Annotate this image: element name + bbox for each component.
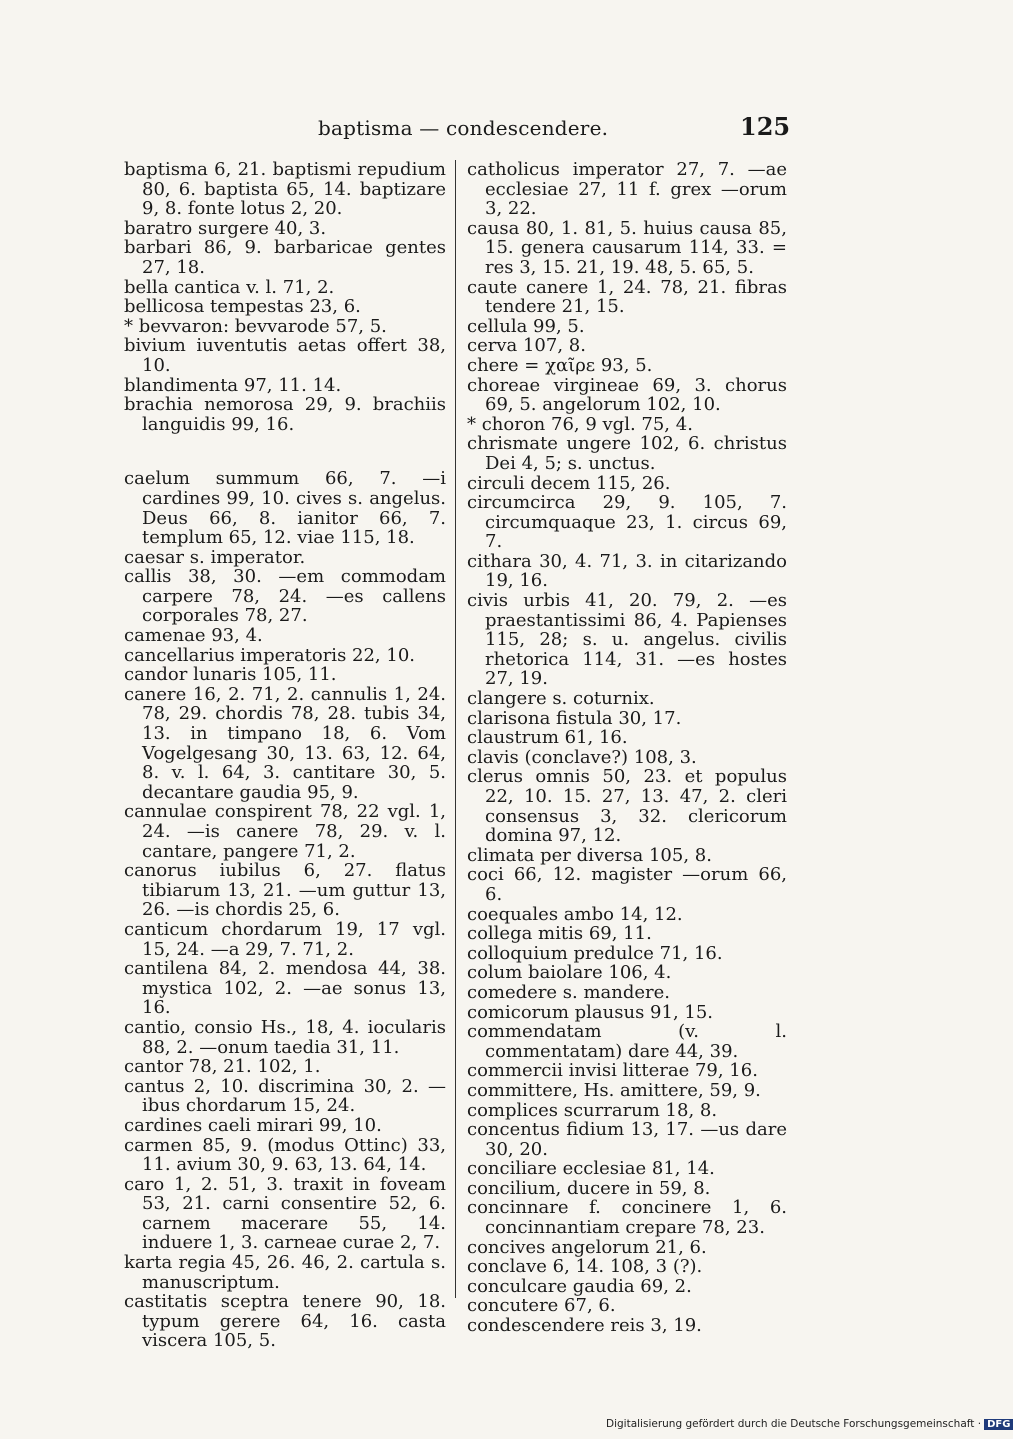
index-entry: cancellarius imperatoris 22, 10. bbox=[124, 644, 415, 666]
index-entry: cantio, consio Hs., 18, 4. iocularis 88, 2. —onum taedia 31, 11. bbox=[124, 1016, 446, 1058]
index-entry: clerus omnis 50, 23. et populus 22, 10. 15. 27, 13. 47, 2. cleri consensus 3, 32. clericorum domina 97, 12. bbox=[467, 766, 787, 847]
index-entry: conculcare gaudia 69, 2. bbox=[467, 1275, 692, 1297]
index-entry: clarisona fistula 30, 17. bbox=[467, 707, 682, 729]
index-entry: bivium iuventutis aetas offert 38, 10. bbox=[124, 335, 446, 376]
index-entry: cantor 78, 21. 102, 1. bbox=[124, 1056, 321, 1078]
index-entry: chere = χαῖρε 93, 5. bbox=[467, 354, 653, 376]
index-entry: comicorum plausus 91, 15. bbox=[467, 1001, 714, 1023]
index-entry: cantus 2, 10. discrimina 30, 2. —ibus chordarum 15, 24. bbox=[124, 1075, 446, 1117]
section-gap bbox=[124, 434, 446, 469]
index-entry: * bevvaron: bevvarode 57, 5. bbox=[124, 315, 387, 337]
index-entry: barbari 86, 9. barbaricae gentes 27, 18. bbox=[124, 237, 446, 278]
left-column bbox=[124, 160, 446, 1351]
index-entry: coci 66, 12. magister —orum 66, 6. bbox=[467, 864, 787, 905]
right-column bbox=[467, 160, 787, 1336]
index-entry: causa 80, 1. 81, 5. huius causa 85, 15. genera causarum 114, 33. = res 3, 15. 21, 19. 48, 5. 65, 5. bbox=[467, 217, 787, 278]
entries-b bbox=[124, 160, 446, 434]
index-entry: climata per diversa 105, 8. bbox=[467, 844, 712, 866]
index-entry: commercii invisi litterae 79, 16. bbox=[467, 1060, 758, 1082]
dfg-logo: DFG bbox=[984, 1419, 1013, 1430]
index-entry: caute canere 1, 24. 78, 21. fibras tendere 21, 15. bbox=[467, 276, 787, 318]
index-entry: blandimenta 97, 11. 14. bbox=[124, 374, 342, 396]
index-entry: caesar s. imperator. bbox=[124, 546, 306, 568]
funding-footer bbox=[606, 1418, 1013, 1430]
column-divider bbox=[455, 160, 456, 1298]
index-entry: canticum chordarum 19, 17 vgl. 15, 24. —a 29, 7. 71, 2. bbox=[124, 918, 446, 960]
index-entry: cannulae conspirent 78, 22 vgl. 1, 24. —is canere 78, 29. v. l. cantare, pangere 71, 2. bbox=[124, 801, 446, 862]
index-entry: coequales ambo 14, 12. bbox=[467, 903, 683, 925]
index-entry: concinnare f. concinere 1, 6. concinnantiam crepare 78, 23. bbox=[467, 1197, 787, 1239]
index-entry: cardines caeli mirari 99, 10. bbox=[124, 1114, 382, 1136]
funding-text: Digitalisierung gefördert durch die Deutsche Forschungsgemeinschaft · bbox=[606, 1418, 982, 1430]
index-entry: clangere s. coturnix. bbox=[467, 688, 655, 710]
index-entry: canere 16, 2. 71, 2. cannulis 1, 24. 78, 29. chordis 78, 28. tubis 34, 13. in timpano 18, 6. Vom Vogelgesang 30, 13. 63, 12. 64, 8. v. l. 64, 3. cantitare 30, 5. decantare gaudia 95, 9. bbox=[124, 683, 446, 803]
index-entry: committere, Hs. amittere, 59, 9. bbox=[467, 1079, 761, 1101]
entries-c bbox=[124, 469, 446, 1351]
index-entry: cithara 30, 4. 71, 3. in citarizando 19, 16. bbox=[467, 550, 787, 592]
index-entry: complices scurrarum 18, 8. bbox=[467, 1099, 718, 1121]
index-entry: baptisma 6, 21. baptismi repudium 80, 6. baptista 65, 14. baptizare 9, 8. fonte lotus 2, 20. bbox=[124, 159, 446, 220]
index-entry: camenae 93, 4. bbox=[124, 625, 263, 647]
index-entry: colum baiolare 106, 4. bbox=[467, 962, 672, 984]
index-entry: choreae virgineae 69, 3. chorus 69, 5. angelorum 102, 10. bbox=[467, 374, 787, 416]
index-entry: bella cantica v. l. 71, 2. bbox=[124, 276, 335, 298]
index-entry: clavis (conclave?) 108, 3. bbox=[467, 746, 697, 768]
index-entry: concutere 67, 6. bbox=[467, 1295, 616, 1317]
index-entry: condescendere reis 3, 19. bbox=[467, 1315, 702, 1337]
page-number: 125 bbox=[740, 112, 791, 141]
index-entry: * choron 76, 9 vgl. 75, 4. bbox=[467, 413, 693, 435]
index-entry: bellicosa tempestas 23, 6. bbox=[124, 296, 361, 318]
index-entry: cantilena 84, 2. mendosa 44, 38. mystica 102, 2. —ae sonus 13, 16. bbox=[124, 958, 446, 1019]
index-entry: concilium, ducere in 59, 8. bbox=[467, 1177, 711, 1199]
index-entry: commendatam (v. l. commentatam) dare 44, 39. bbox=[467, 1021, 787, 1062]
index-entry: concentus fidium 13, 17. —us dare 30, 20. bbox=[467, 1119, 787, 1160]
index-entry: concives angelorum 21, 6. bbox=[467, 1236, 707, 1258]
index-entry: civis urbis 41, 20. 79, 2. —es praestantissimi 86, 4. Papienses 115, 28; s. u. angelus. civilis rhetorica 114, 31. —es hostes 27, 19. bbox=[467, 590, 787, 690]
index-entry: karta regia 45, 26. 46, 2. cartula s. manuscriptum. bbox=[124, 1252, 446, 1293]
running-head: baptisma — condescendere. bbox=[318, 116, 609, 140]
index-entry: candor lunaris 105, 11. bbox=[124, 664, 337, 686]
index-entry: circuli decem 115, 26. bbox=[467, 472, 671, 494]
index-entry: carmen 85, 9. (modus Ottinc) 33, 11. avium 30, 9. 63, 13. 64, 14. bbox=[124, 1134, 446, 1176]
index-entry: caro 1, 2. 51, 3. traxit in foveam 53, 21. carni consentire 52, 6. carnem macerare 55, 14. induere 1, 3. carneae curae 2, 7. bbox=[124, 1173, 446, 1254]
index-entry: catholicus imperator 27, 7. —ae ecclesiae 27, 11 f. grex —orum 3, 22. bbox=[467, 159, 787, 220]
index-entry: circumcirca 29, 9. 105, 7. circumquaque 23, 1. circus 69, 7. bbox=[467, 492, 787, 553]
index-entry: colloquium predulce 71, 16. bbox=[467, 942, 723, 964]
index-entry: comedere s. mandere. bbox=[467, 981, 671, 1003]
index-entry: brachia nemorosa 29, 9. brachiis languidis 99, 16. bbox=[124, 394, 446, 435]
index-entry: conciliare ecclesiae 81, 14. bbox=[467, 1158, 715, 1180]
index-entry: canorus iubilus 6, 27. flatus tibiarum 13, 21. —um guttur 13, 26. —is chordis 25, 6. bbox=[124, 860, 446, 921]
index-entry: collega mitis 69, 11. bbox=[467, 923, 652, 945]
index-entry: cellula 99, 5. bbox=[467, 315, 585, 337]
index-entry: caelum summum 66, 7. —i cardines 99, 10. cives s. angelus. Deus 66, 8. ianitor 66, 7. templum 65, 12. viae 115, 18. bbox=[124, 468, 446, 549]
index-entry: castitatis sceptra tenere 90, 18. typum gerere 64, 16. casta viscera 105, 5. bbox=[124, 1291, 446, 1352]
index-entry: claustrum 61, 16. bbox=[467, 727, 628, 749]
index-entry: chrismate ungere 102, 6. christus Dei 4, 5; s. unctus. bbox=[467, 433, 787, 474]
index-entry: conclave 6, 14. 108, 3 (?). bbox=[467, 1256, 703, 1278]
index-entry: cerva 107, 8. bbox=[467, 335, 586, 357]
index-entry: baratro surgere 40, 3. bbox=[124, 217, 327, 239]
index-entry: callis 38, 30. —em commodam carpere 78, 24. —es callens corporales 78, 27. bbox=[124, 566, 446, 627]
